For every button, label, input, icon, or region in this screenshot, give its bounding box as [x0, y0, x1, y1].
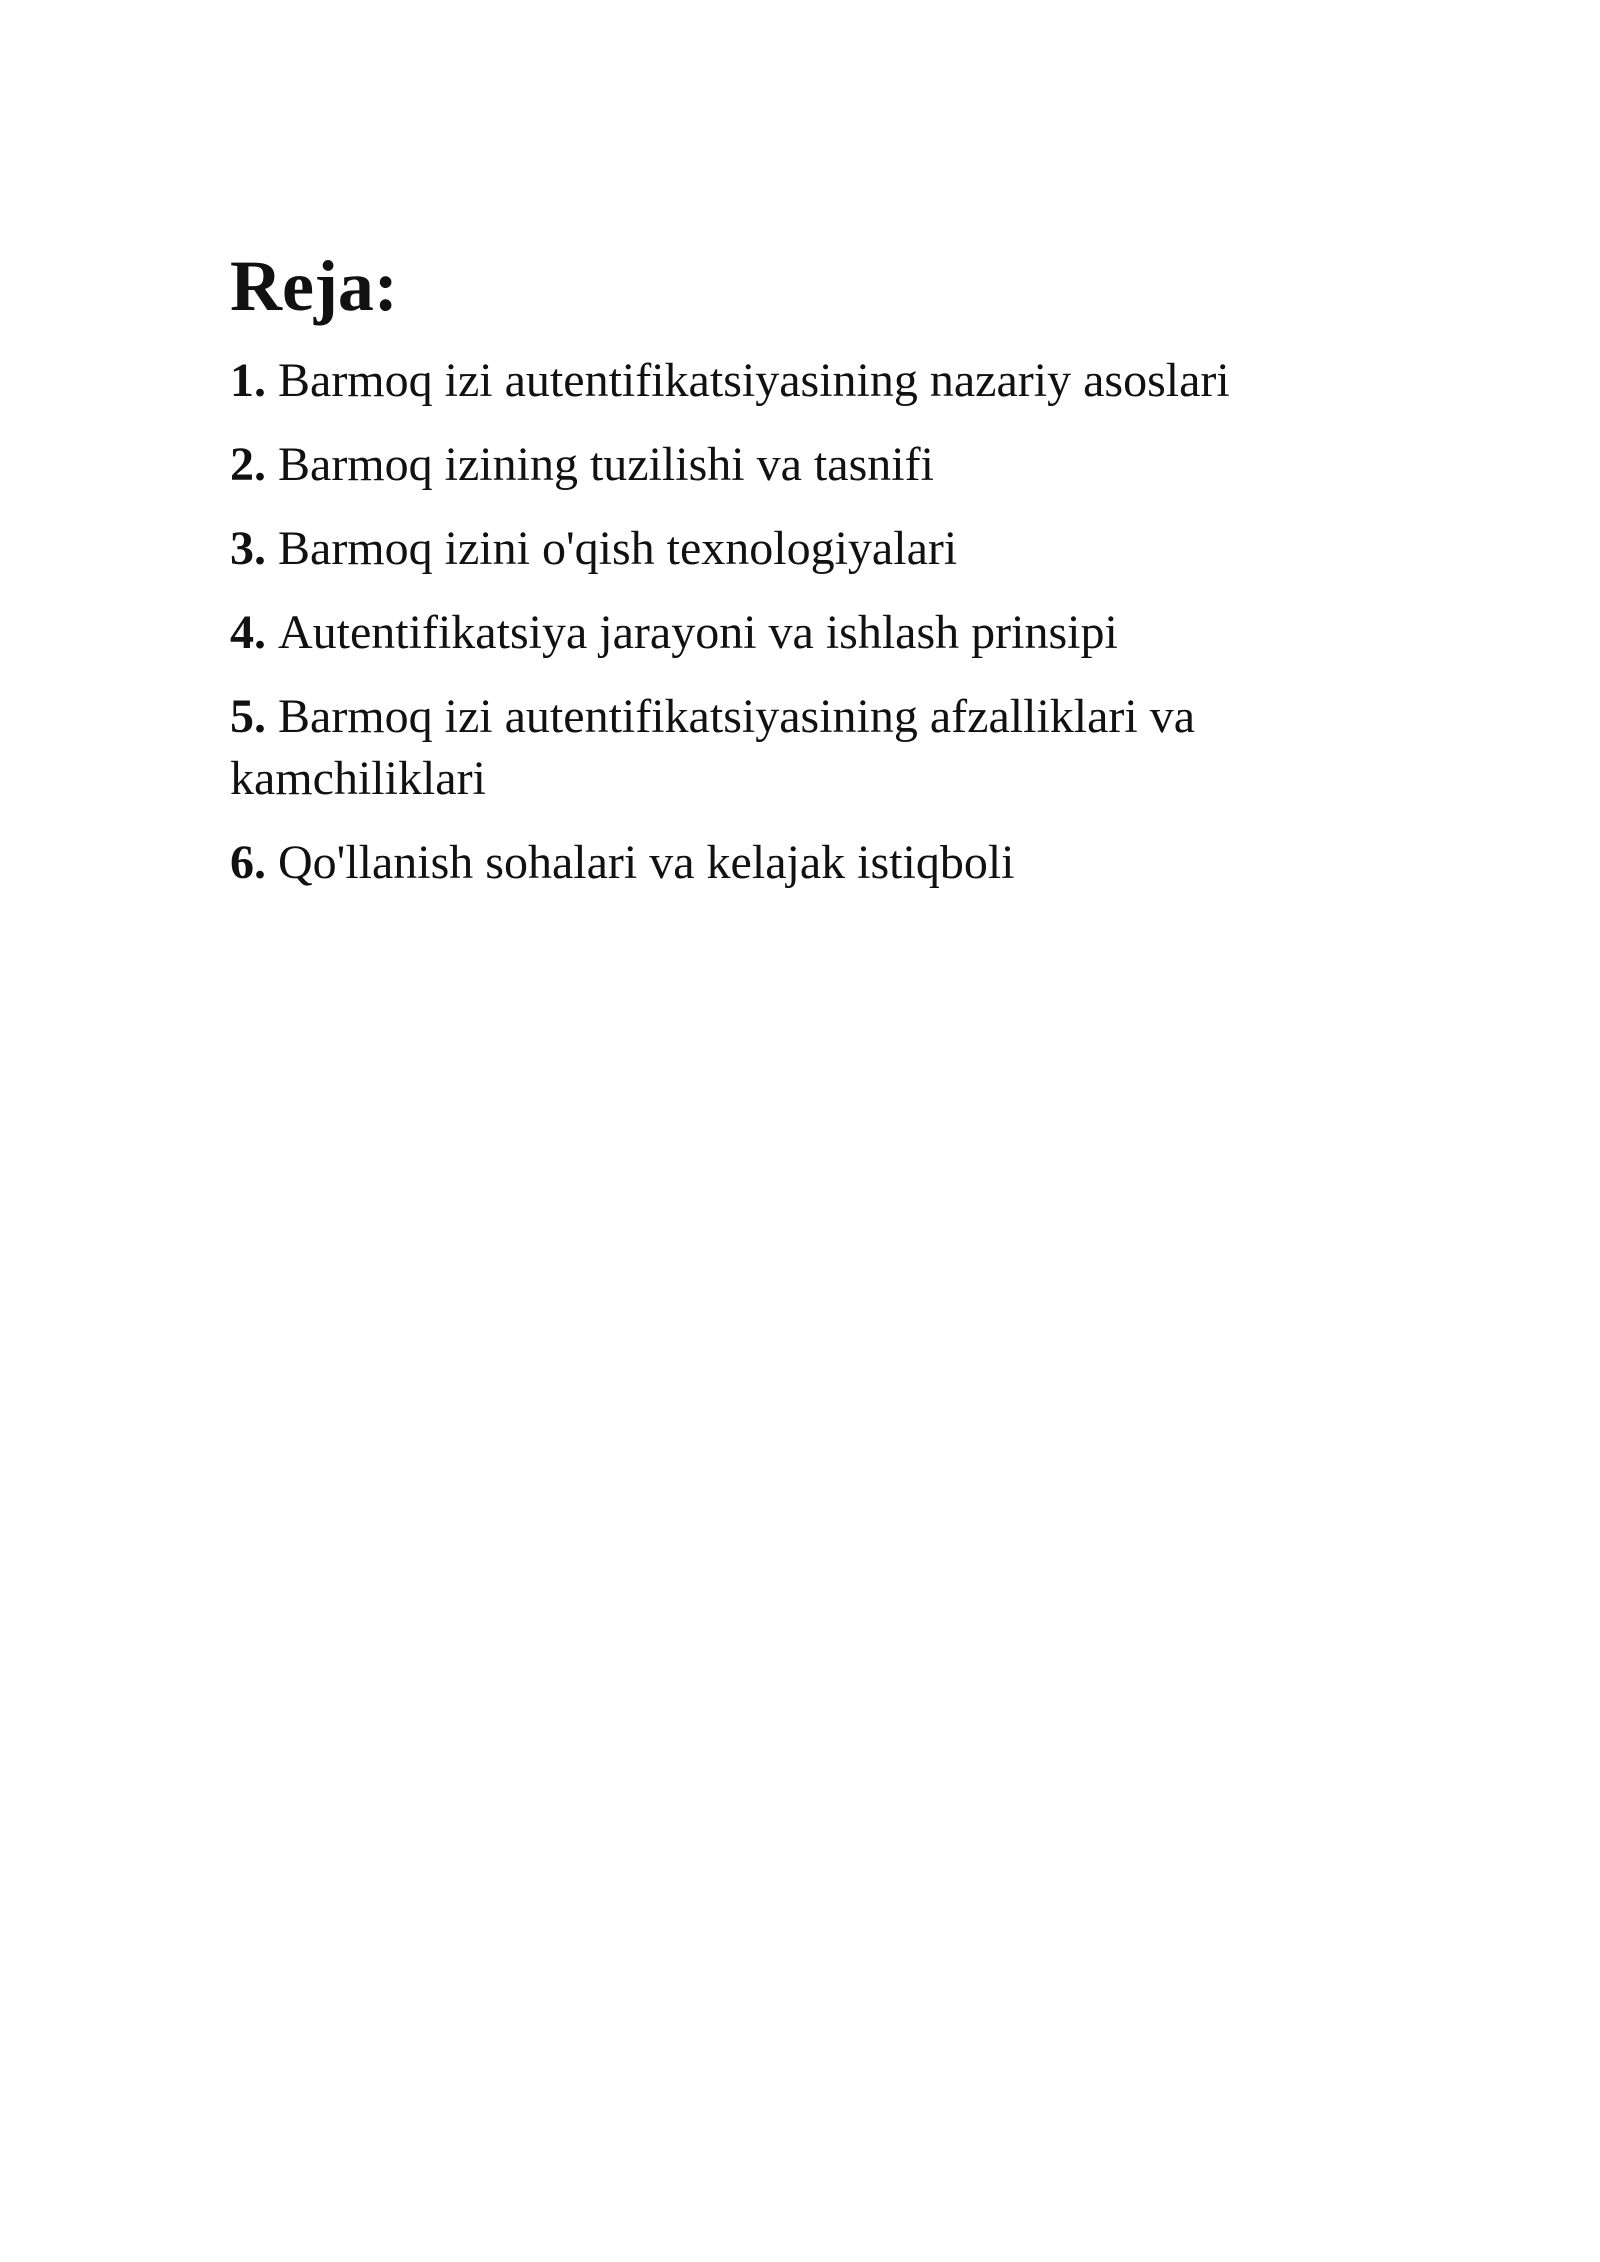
plan-item-number: 5.: [230, 690, 266, 743]
plan-item-6: [230, 832, 1400, 894]
plan-item-2: [230, 434, 1400, 496]
plan-item-number: 2.: [230, 438, 266, 491]
plan-item-4: [230, 602, 1400, 664]
plan-item-text: Barmoq izi autentifikatsiyasining nazariy asoslari: [278, 354, 1230, 407]
plan-item-number: 3.: [230, 522, 266, 575]
plan-item-text: Barmoq izini o'qish texnologiyalari: [278, 522, 958, 575]
page-title: Reja:: [230, 246, 398, 326]
plan-item-3: [230, 518, 1400, 580]
plan-item-1: [230, 350, 1400, 412]
plan-item-text: Barmoq izi autentifikatsiyasining afzalliklari va kamchiliklari: [230, 690, 1196, 805]
plan-list: [230, 350, 1400, 894]
plan-item-number: 6.: [230, 836, 266, 889]
plan-item-number: 1.: [230, 354, 266, 407]
plan-item-text: Barmoq izining tuzilishi va tasnifi: [278, 438, 934, 491]
plan-item-text: Autentifikatsiya jarayoni va ishlash prinsipi: [278, 606, 1118, 659]
plan-section: [230, 246, 1400, 916]
plan-item-text: Qo'llanish sohalari va kelajak istiqboli: [278, 836, 1015, 889]
plan-item-number: 4.: [230, 606, 266, 659]
plan-item-5: [230, 686, 1400, 810]
